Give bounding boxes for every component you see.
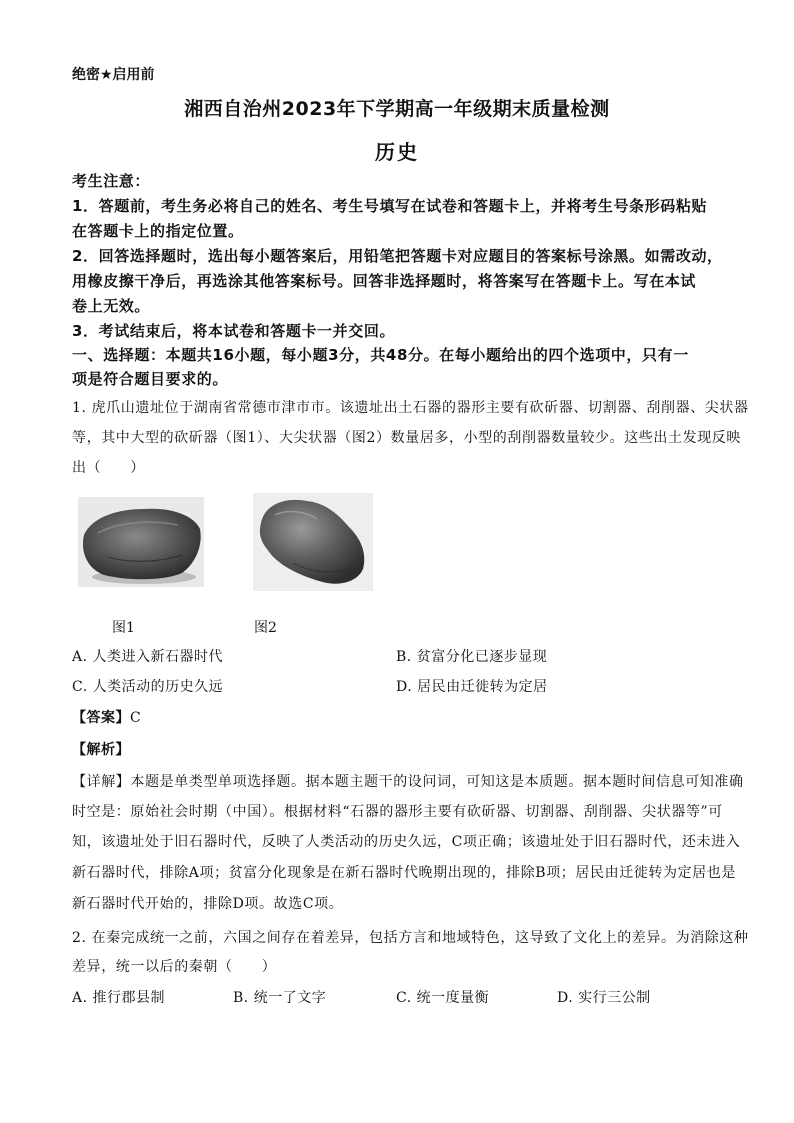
subject-title: 历史 (375, 140, 419, 164)
notice-heading: 考生注意： (72, 172, 151, 190)
section-heading: 一、选择题：本题共16小题，每小题3分，共48分。在每小题给出的四个选项中，只有一 (72, 346, 689, 364)
notice-line: 在答题卡上的指定位置。 (72, 222, 244, 240)
option-a: A. 人类进入新石器时代 (72, 649, 224, 665)
question-1-text: 出（ ） (72, 460, 145, 476)
notice-line: 用橡皮擦干净后，再选涂其他答案标号。回答非选择题时，将答案写在答题卡上。写在本试 (72, 272, 697, 290)
detail-text: 知，该遗址处于旧石器时代，反映了人类活动的历史久远，C项正确；该遗址处于旧石器时代，还未进入 (72, 834, 741, 850)
question-1-text: 等，其中大型的砍斫器（图1）、大尖状器（图2）数量居多，小型的刮削器数量较少。这些出土发现反映 (72, 430, 742, 446)
option-d: D. 居民由迁徙转为定居 (396, 679, 548, 695)
q2-option-b: B. 统一了文字 (233, 990, 327, 1006)
option-c: C. 人类活动的历史久远 (72, 679, 224, 695)
figure-1-caption: 图1 (112, 620, 135, 636)
section-heading: 项是符合题目要求的。 (72, 370, 229, 388)
answer-line (72, 708, 141, 728)
figure-2-caption: 图2 (254, 620, 277, 636)
notice-line: 1．答题前，考生务必将自己的姓名、考生号填写在试卷和答题卡上，并将考生号条形码粘贴 (72, 197, 708, 215)
detail-text: 时空是：原始社会时期（中国）。根据材料“石器的器形主要有砍斫器、切割器、刮削器、尖状器等”可 (72, 804, 723, 820)
answer-tag: 【答案】 (72, 710, 130, 726)
question-2-text: 差异，统一以后的秦朝（ ） (72, 959, 277, 975)
confidential-mark: 绝密★启用前 (72, 67, 155, 83)
q2-option-c: C. 统一度量衡 (396, 990, 490, 1006)
analysis-tag: 【解析】 (72, 742, 130, 758)
answer-value: C (130, 710, 142, 726)
option-b: B. 贫富分化已逐步显现 (396, 649, 548, 665)
stone-tool-1-image (78, 497, 204, 587)
notice-line: 3．考试结束后，将本试卷和答题卡一并交回。 (72, 322, 396, 340)
figure-2-stone-tool (253, 493, 373, 591)
stone-tool-2-image (253, 493, 373, 591)
q2-option-a: A. 推行郡县制 (72, 990, 166, 1006)
notice-line: 卷上无效。 (72, 297, 151, 315)
question-2-text: 2. 在秦完成统一之前，六国之间存在着差异，包括方言和地域特色，这导致了文化上的差异。为消除这种 (72, 930, 749, 946)
detail-text: 【详解】本题是单类型单项选择题。据本题主题干的设问词，可知这是本质题。据本题时间信息可知准确 (72, 774, 744, 790)
question-1-text: 1. 虎爪山遗址位于湖南省常德市津市市。该遗址出土石器的器形主要有砍斫器、切割器、刮削器、尖状器 (72, 400, 749, 416)
figure-1-stone-tool (78, 497, 204, 587)
detail-text: 新石器时代，排除A项；贫富分化现象是在新石器时代晚期出现的，排除B项；居民由迁徙转为定居也是 (72, 865, 736, 881)
detail-text: 新石器时代开始的，排除D项。故选C项。 (72, 896, 344, 912)
notice-line: 2．回答选择题时，选出每小题答案后，用铅笔把答题卡对应题目的答案标号涂黑。如需改动， (72, 247, 723, 265)
exam-title: 湘西自治州2023年下学期高一年级期末质量检测 (184, 98, 610, 120)
q2-option-d: D. 实行三公制 (557, 990, 651, 1006)
